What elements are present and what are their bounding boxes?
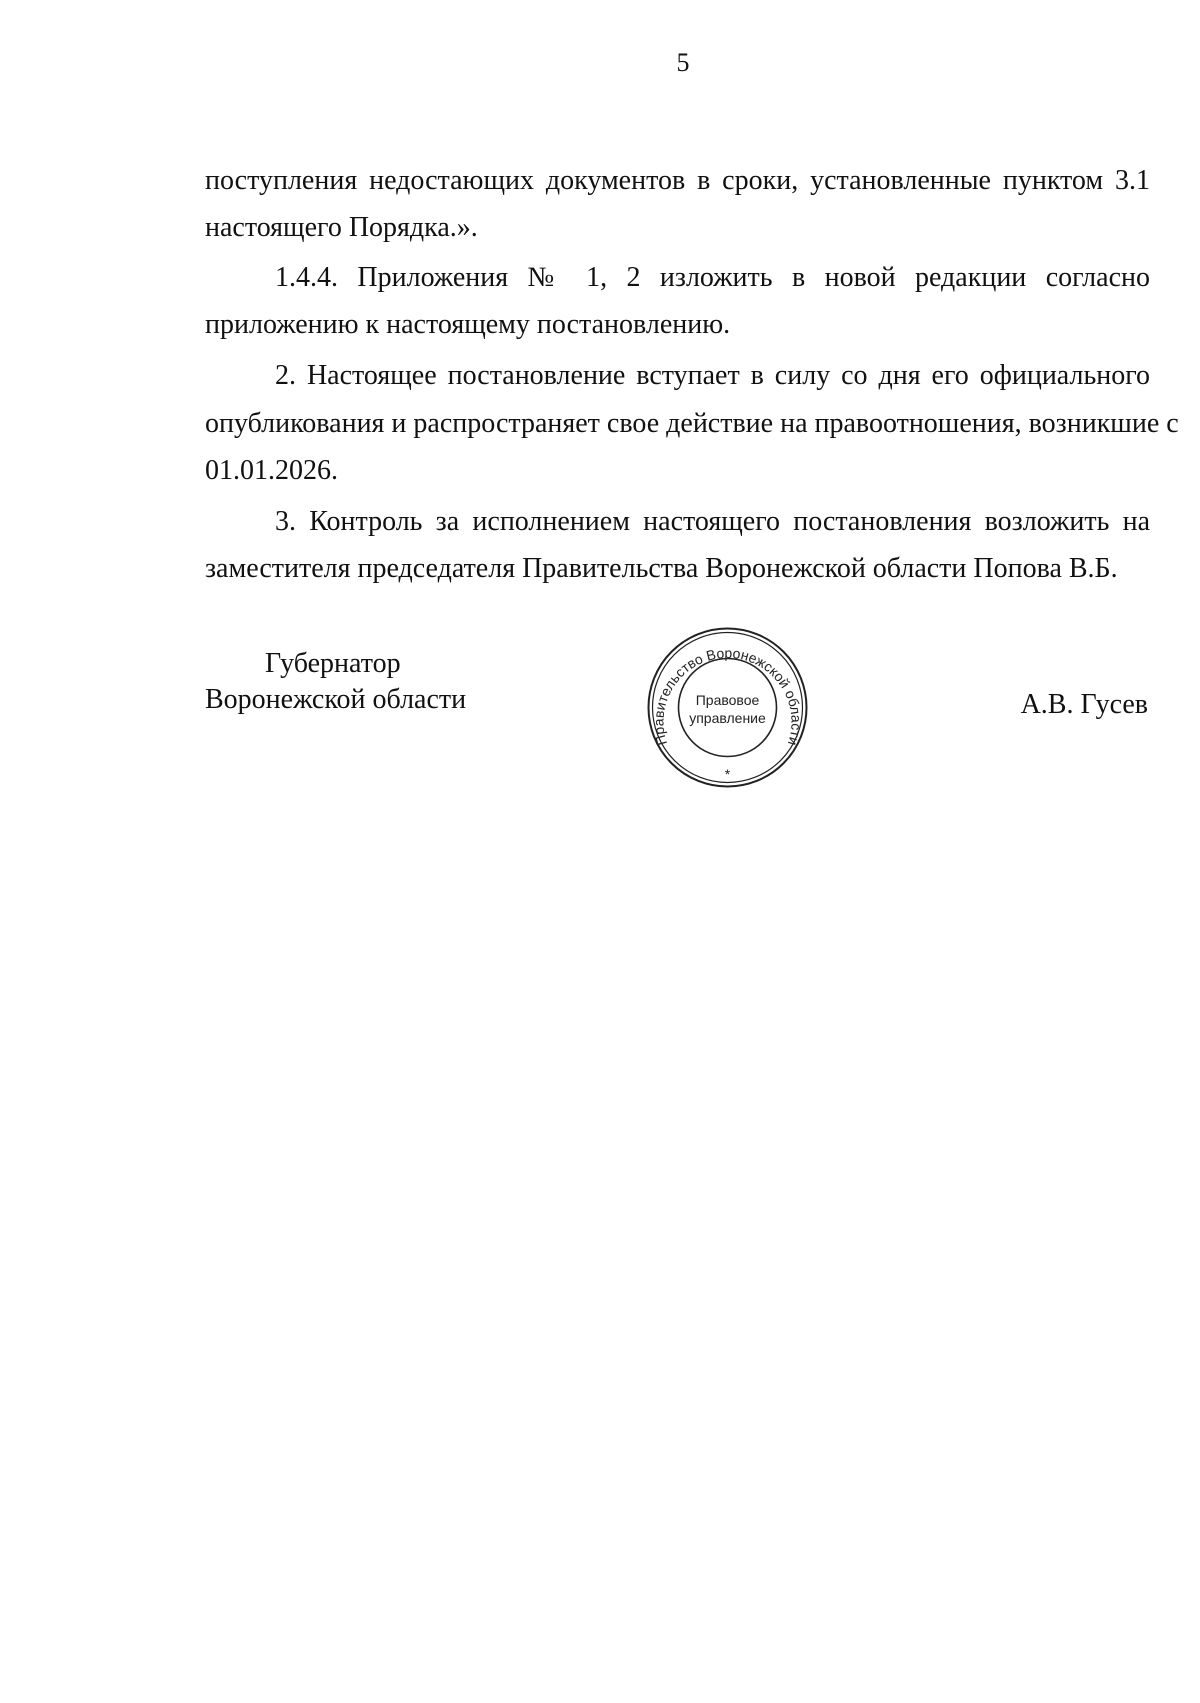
- paragraph-3-line-2: опубликования и распространяет свое действие на правоотношения, возникшие с: [205, 408, 1179, 439]
- page-number: 5: [676, 48, 690, 77]
- paragraph-4-line-1: 3. Контроль за исполнением настоящего постановления возложить на: [275, 506, 1150, 537]
- official-stamp: [645, 625, 810, 790]
- paragraph-1-line-2: настоящего Порядка.».: [205, 212, 478, 243]
- signatory-title: [205, 646, 466, 718]
- stamp-center-line-1: Правовое: [695, 692, 760, 708]
- paragraph-3-line-1: 2. Настоящее постановление вступает в силу со дня его официального: [275, 360, 1150, 391]
- stamp-star-icon: *: [724, 766, 731, 782]
- paragraph-2-line-1: 1.4.4. Приложения № 1, 2 изложить в новой редакции согласно: [275, 262, 1150, 293]
- paragraph-1-line-1: поступления недостающих документов в сроки, установленные пунктом 3.1: [205, 165, 1150, 196]
- signatory-title-line-1: Губернатор: [265, 648, 401, 679]
- signatory-name: А.В. Гусев: [1020, 689, 1148, 720]
- paragraph-2-line-2: приложению к настоящему постановлению.: [205, 309, 731, 340]
- stamp-center-line-2: управление: [689, 710, 766, 726]
- signatory-title-line-2: Воронежской области: [205, 684, 467, 715]
- paragraph-3-line-3: 01.01.2026.: [205, 455, 338, 486]
- stamp-ring-text: Правительство Воронежской области: [650, 644, 805, 748]
- paragraph-4-line-2: заместителя председателя Правительства Воронежской области Попова В.Б.: [205, 553, 1118, 584]
